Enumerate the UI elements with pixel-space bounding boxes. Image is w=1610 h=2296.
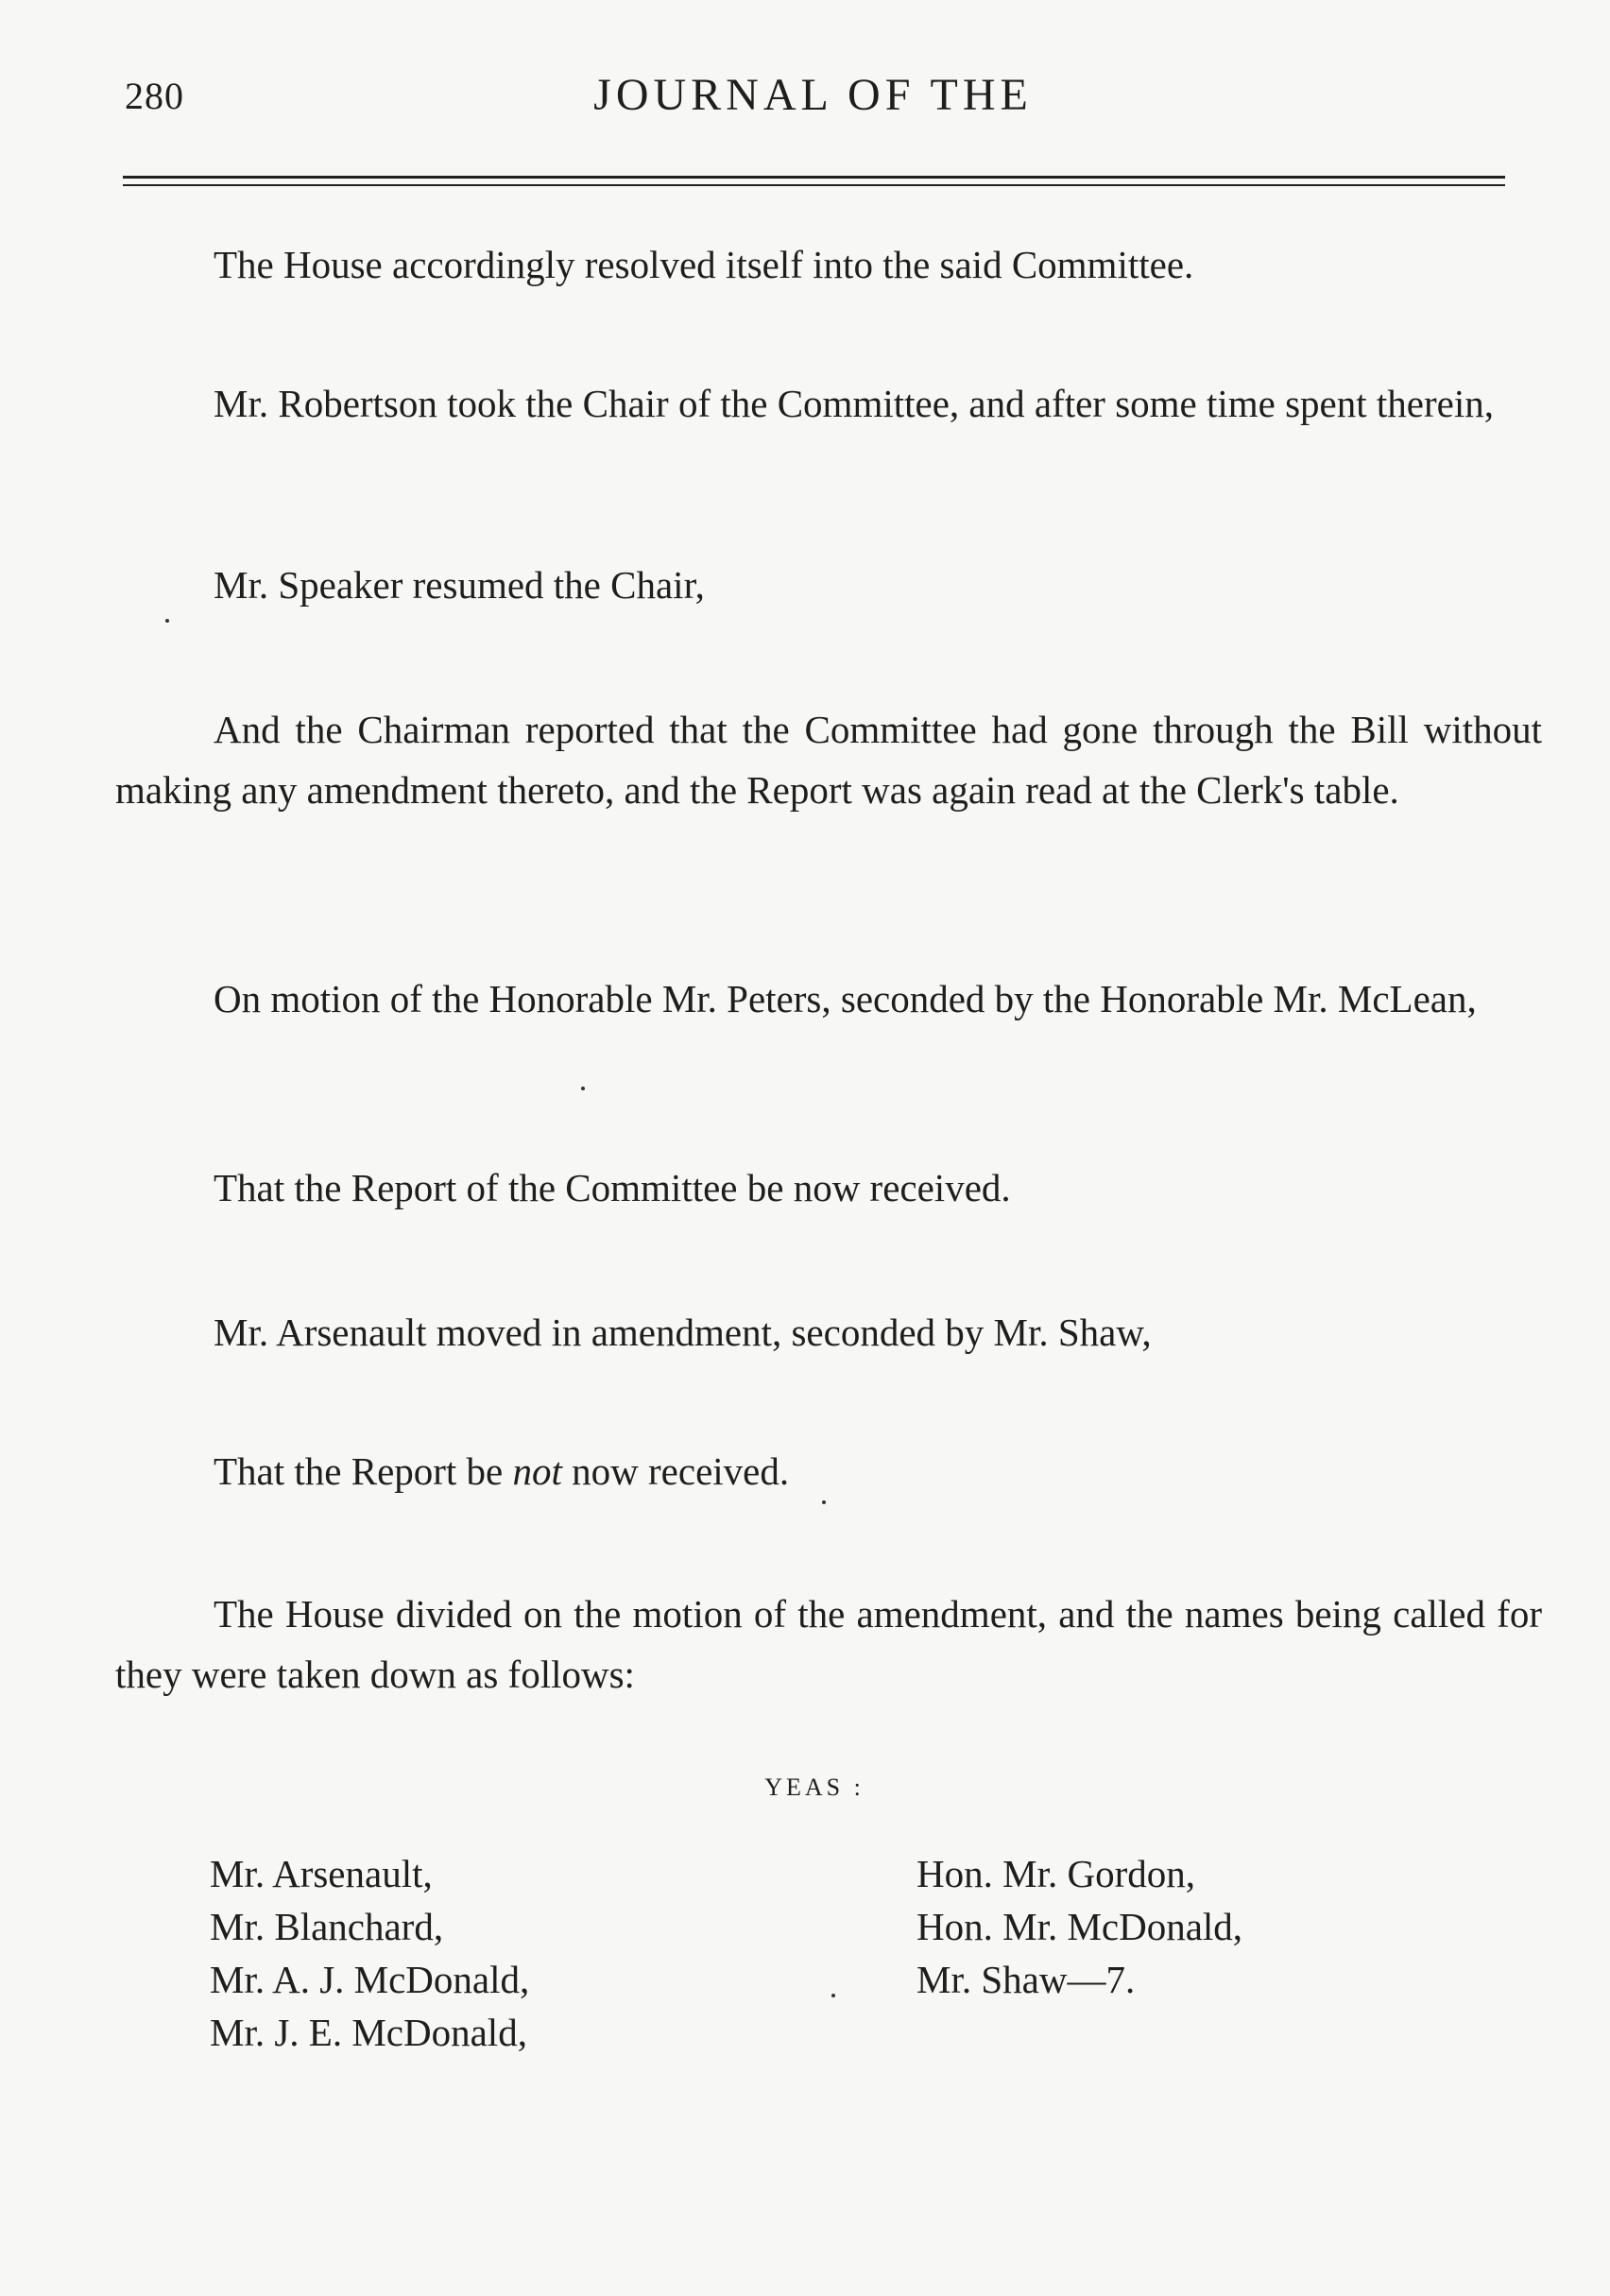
paragraph-committee-resolved: The House accordingly resolved itself into the said Committee.	[214, 243, 1194, 286]
yeas-list-right	[916, 1847, 1242, 2006]
paragraph-arsenault-amendment: Mr. Arsenault moved in amendment, seconded by Mr. Shaw,	[214, 1311, 1152, 1354]
paragraph-house-divided: The House divided on the motion of the amendment, and the names being called for they were taken down as follows:	[115, 1592, 1542, 1696]
paragraph-report-received: That the Report of the Committee be now received.	[214, 1166, 1011, 1209]
ink-speck	[581, 1087, 585, 1090]
paragraph-robertson-chair: Mr. Robertson took the Chair of the Committee, and after some time spent therein,	[214, 382, 1494, 425]
emphasis-not: not	[512, 1449, 562, 1493]
paragraph-motion-peters: On motion of the Honorable Mr. Peters, seconded by the Honorable Mr. McLean,	[214, 977, 1477, 1020]
yea-name: Mr. Arsenault,	[210, 1852, 433, 1895]
yeas-heading: YEAS :	[764, 1773, 865, 1801]
yea-name: Mr. Shaw—7.	[916, 1958, 1136, 2001]
header-rule-thin	[123, 184, 1505, 186]
yea-name: Mr. Blanchard,	[210, 1905, 444, 1948]
yeas-list-left	[210, 1847, 529, 2059]
header-rule-thick	[123, 176, 1505, 179]
yea-name: Mr. A. J. McDonald,	[210, 1958, 530, 2001]
paragraph-chairman-reported: And the Chairman reported that the Committee had gone through the Bill without making any amendment thereto, and the Report was again read at the Clerk's table.	[115, 708, 1542, 812]
running-title: JOURNAL OF THE	[593, 70, 1033, 120]
yea-name: Hon. Mr. Gordon,	[916, 1852, 1195, 1895]
page-number: 280	[125, 75, 184, 117]
page-header	[121, 64, 1505, 130]
ink-speck	[165, 619, 169, 623]
yea-name: Hon. Mr. McDonald,	[916, 1905, 1243, 1948]
paragraph-report-not-received: That the Report be not now received.	[214, 1449, 790, 1493]
paragraph-speaker-resumed: Mr. Speaker resumed the Chair,	[214, 563, 705, 607]
yea-name: Mr. J. E. McDonald,	[210, 2011, 527, 2054]
ink-speck	[831, 1994, 835, 1997]
ink-speck	[822, 1500, 826, 1504]
